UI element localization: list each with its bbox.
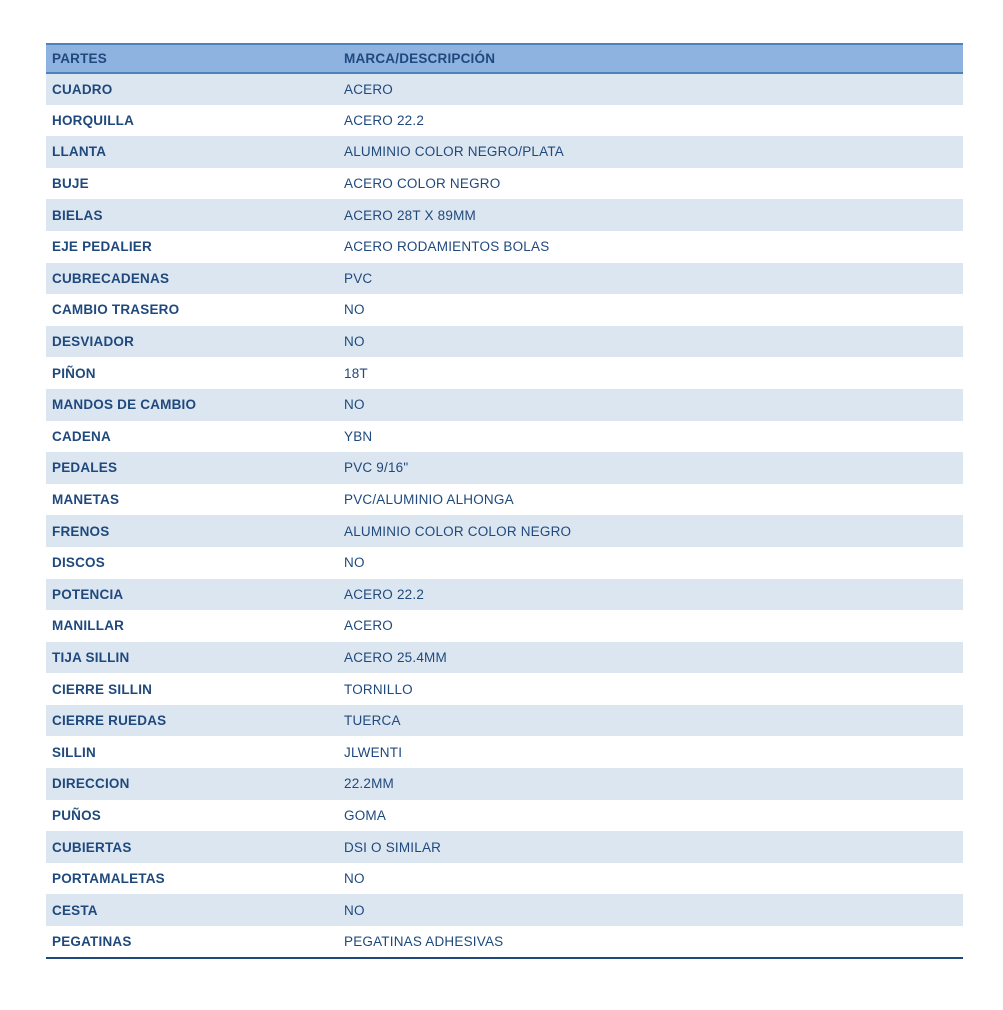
table-row [46, 831, 963, 863]
description-cell: NO [338, 294, 963, 326]
table-row [46, 673, 963, 705]
description-cell: 22.2MM [338, 768, 963, 800]
part-name-cell: PIÑON [46, 357, 338, 389]
description-cell: 18T [338, 357, 963, 389]
table-row [46, 926, 963, 958]
part-name-cell: TIJA SILLIN [46, 642, 338, 674]
part-name-cell: CAMBIO TRASERO [46, 294, 338, 326]
part-name-cell: PORTAMALETAS [46, 863, 338, 895]
part-name-cell: MANILLAR [46, 610, 338, 642]
part-name-cell: CUBIERTAS [46, 831, 338, 863]
table-row [46, 547, 963, 579]
table-row [46, 421, 963, 453]
part-name-cell: BIELAS [46, 199, 338, 231]
part-name-cell: PEGATINAS [46, 926, 338, 958]
table-row [46, 579, 963, 611]
header-row [46, 44, 963, 73]
description-cell: NO [338, 389, 963, 421]
part-name-cell: CUBRECADENAS [46, 263, 338, 295]
description-cell: NO [338, 863, 963, 895]
description-cell: GOMA [338, 800, 963, 832]
description-cell: ACERO 25.4MM [338, 642, 963, 674]
table-row [46, 642, 963, 674]
table-row [46, 136, 963, 168]
description-cell: NO [338, 894, 963, 926]
description-cell: YBN [338, 421, 963, 453]
part-name-cell: CADENA [46, 421, 338, 453]
part-name-cell: CIERRE SILLIN [46, 673, 338, 705]
table-row [46, 863, 963, 895]
description-cell: ALUMINIO COLOR NEGRO/PLATA [338, 136, 963, 168]
table-row [46, 894, 963, 926]
table-row [46, 389, 963, 421]
table-header [46, 44, 963, 73]
description-cell: NO [338, 547, 963, 579]
part-name-cell: DESVIADOR [46, 326, 338, 358]
description-cell: ACERO 28T X 89MM [338, 199, 963, 231]
column-header-partes: PARTES [46, 44, 338, 73]
part-name-cell: CUADRO [46, 73, 338, 105]
column-header-marca-descripcion: MARCA/DESCRIPCIÓN [338, 44, 963, 73]
description-cell: ACERO [338, 610, 963, 642]
table-row [46, 452, 963, 484]
description-cell: PVC [338, 263, 963, 295]
table-row [46, 515, 963, 547]
table-row [46, 294, 963, 326]
description-cell: PEGATINAS ADHESIVAS [338, 926, 963, 958]
part-name-cell: SILLIN [46, 736, 338, 768]
table-row [46, 357, 963, 389]
table-row [46, 263, 963, 295]
description-cell: NO [338, 326, 963, 358]
part-name-cell: PEDALES [46, 452, 338, 484]
table-body [46, 73, 963, 958]
table-row [46, 705, 963, 737]
description-cell: ACERO 22.2 [338, 105, 963, 137]
description-cell: ACERO [338, 73, 963, 105]
part-name-cell: MANETAS [46, 484, 338, 516]
table-row [46, 800, 963, 832]
description-cell: ACERO 22.2 [338, 579, 963, 611]
description-cell: PVC/ALUMINIO ALHONGA [338, 484, 963, 516]
table-row [46, 610, 963, 642]
description-cell: ACERO RODAMIENTOS BOLAS [338, 231, 963, 263]
part-name-cell: PUÑOS [46, 800, 338, 832]
description-cell: PVC 9/16" [338, 452, 963, 484]
description-cell: ALUMINIO COLOR COLOR NEGRO [338, 515, 963, 547]
table-row [46, 73, 963, 105]
description-cell: DSI O SIMILAR [338, 831, 963, 863]
table-row [46, 484, 963, 516]
table-row [46, 326, 963, 358]
table-row [46, 105, 963, 137]
part-name-cell: EJE PEDALIER [46, 231, 338, 263]
table-row [46, 231, 963, 263]
description-cell: ACERO COLOR NEGRO [338, 168, 963, 200]
part-name-cell: FRENOS [46, 515, 338, 547]
description-cell: TUERCA [338, 705, 963, 737]
part-name-cell: DISCOS [46, 547, 338, 579]
part-name-cell: CESTA [46, 894, 338, 926]
part-name-cell: HORQUILLA [46, 105, 338, 137]
part-name-cell: CIERRE RUEDAS [46, 705, 338, 737]
description-cell: TORNILLO [338, 673, 963, 705]
table-row [46, 736, 963, 768]
parts-table [46, 43, 963, 959]
part-name-cell: MANDOS DE CAMBIO [46, 389, 338, 421]
part-name-cell: BUJE [46, 168, 338, 200]
description-cell: JLWENTI [338, 736, 963, 768]
part-name-cell: DIRECCION [46, 768, 338, 800]
table-row [46, 168, 963, 200]
table-row [46, 768, 963, 800]
table-row [46, 199, 963, 231]
part-name-cell: LLANTA [46, 136, 338, 168]
part-name-cell: POTENCIA [46, 579, 338, 611]
